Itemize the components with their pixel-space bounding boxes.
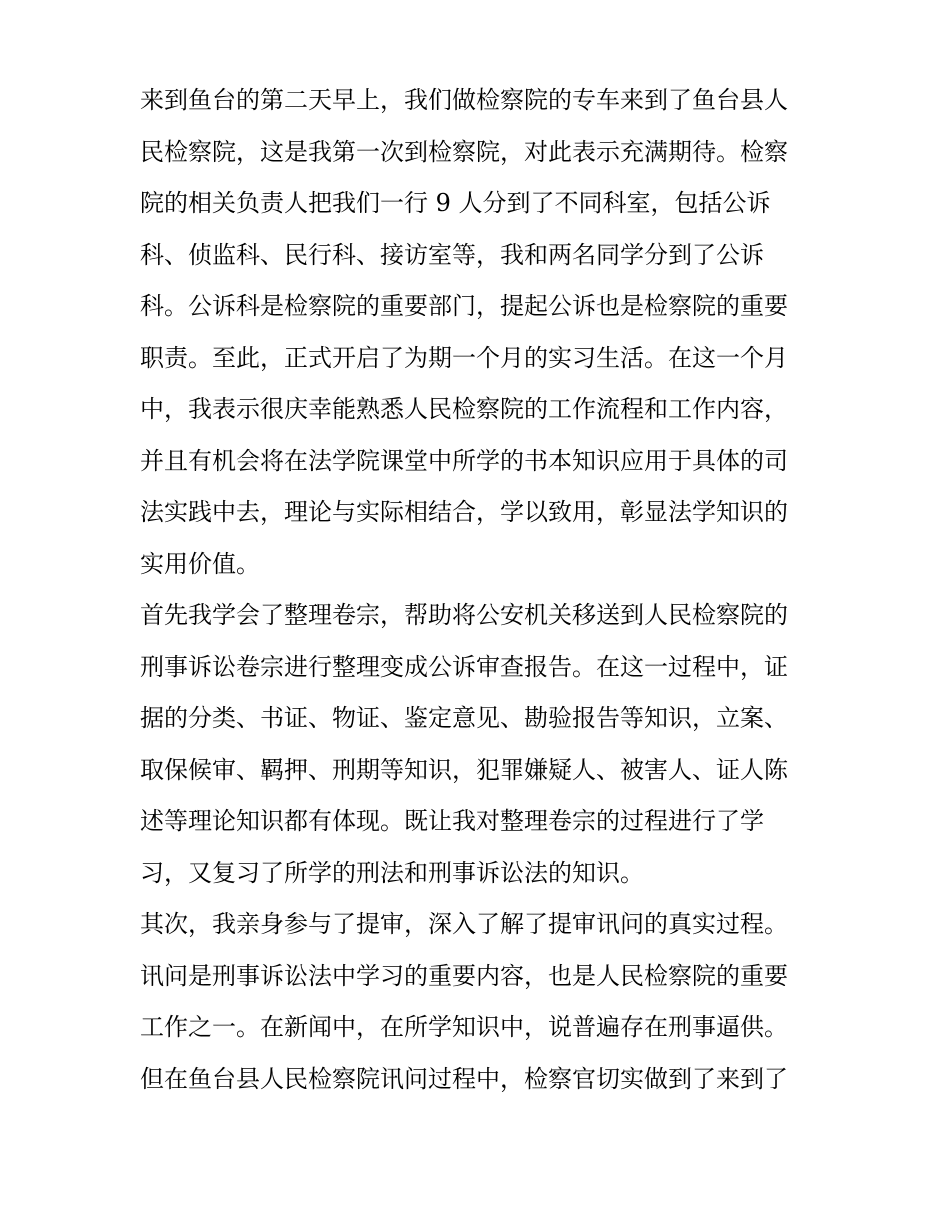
text-line: 据的分类、书证、物证、鉴定意见、勘验报告等知识，立案、 (140, 704, 788, 732)
text-line: 法实践中去，理论与实际相结合，学以致用，彰显法学知识的 (140, 498, 788, 526)
text-line: 其次，我亲身参与了提审，深入了解了提审讯问的真实过程。 (140, 910, 788, 938)
text-line: 来到鱼台的第二天早上，我们做检察院的专车来到了鱼台县人 (140, 86, 788, 114)
text-line: 讯问是刑事诉讼法中学习的重要内容，也是人民检察院的重要 (140, 961, 788, 990)
text-line: 工作之一。在新闻中，在所学知识中，说普遍存在刑事逼供。 (140, 1013, 788, 1041)
text-line: 民检察院，这是我第一次到检察院，对此表示充满期待。检察 (140, 137, 788, 166)
text-line: 习，又复习了所学的刑法和刑事诉讼法的知识。 (140, 858, 644, 887)
text-line: 院的相关负责人把我们一行 9 人分到了不同科室，包括公诉 (140, 189, 771, 217)
text-line: 实用价值。 (140, 549, 260, 578)
text-line: 取保候审、羁押、刑期等知识，犯罪嫌疑人、被害人、证人陈 (140, 755, 788, 784)
text-line: 职责。至此，正式开启了为期一个月的实习生活。在这一个月 (140, 343, 788, 372)
text-line: 但在鱼台县人民检察院讯问过程中，检察官切实做到了来到了 (140, 1064, 788, 1093)
body-text (140, 75, 820, 1105)
text-line: 并且有机会将在法学院课堂中所学的书本知识应用于具体的司 (140, 446, 788, 475)
text-line: 首先我学会了整理卷宗，帮助将公安机关移送到人民检察院的 (140, 601, 788, 629)
text-line: 科、侦监科、民行科、接访室等，我和两名同学分到了公诉 (140, 240, 764, 269)
text-line: 科。公诉科是检察院的重要部门，提起公诉也是检察院的重要 (140, 292, 788, 320)
text-line: 中，我表示很庆幸能熟悉人民检察院的工作流程和工作内容， (140, 395, 788, 423)
text-line: 刑事诉讼卷宗进行整理变成公诉审查报告。在这一过程中，证 (140, 652, 788, 681)
text-line: 述等理论知识都有体现。既让我对整理卷宗的过程进行了学 (140, 807, 764, 835)
